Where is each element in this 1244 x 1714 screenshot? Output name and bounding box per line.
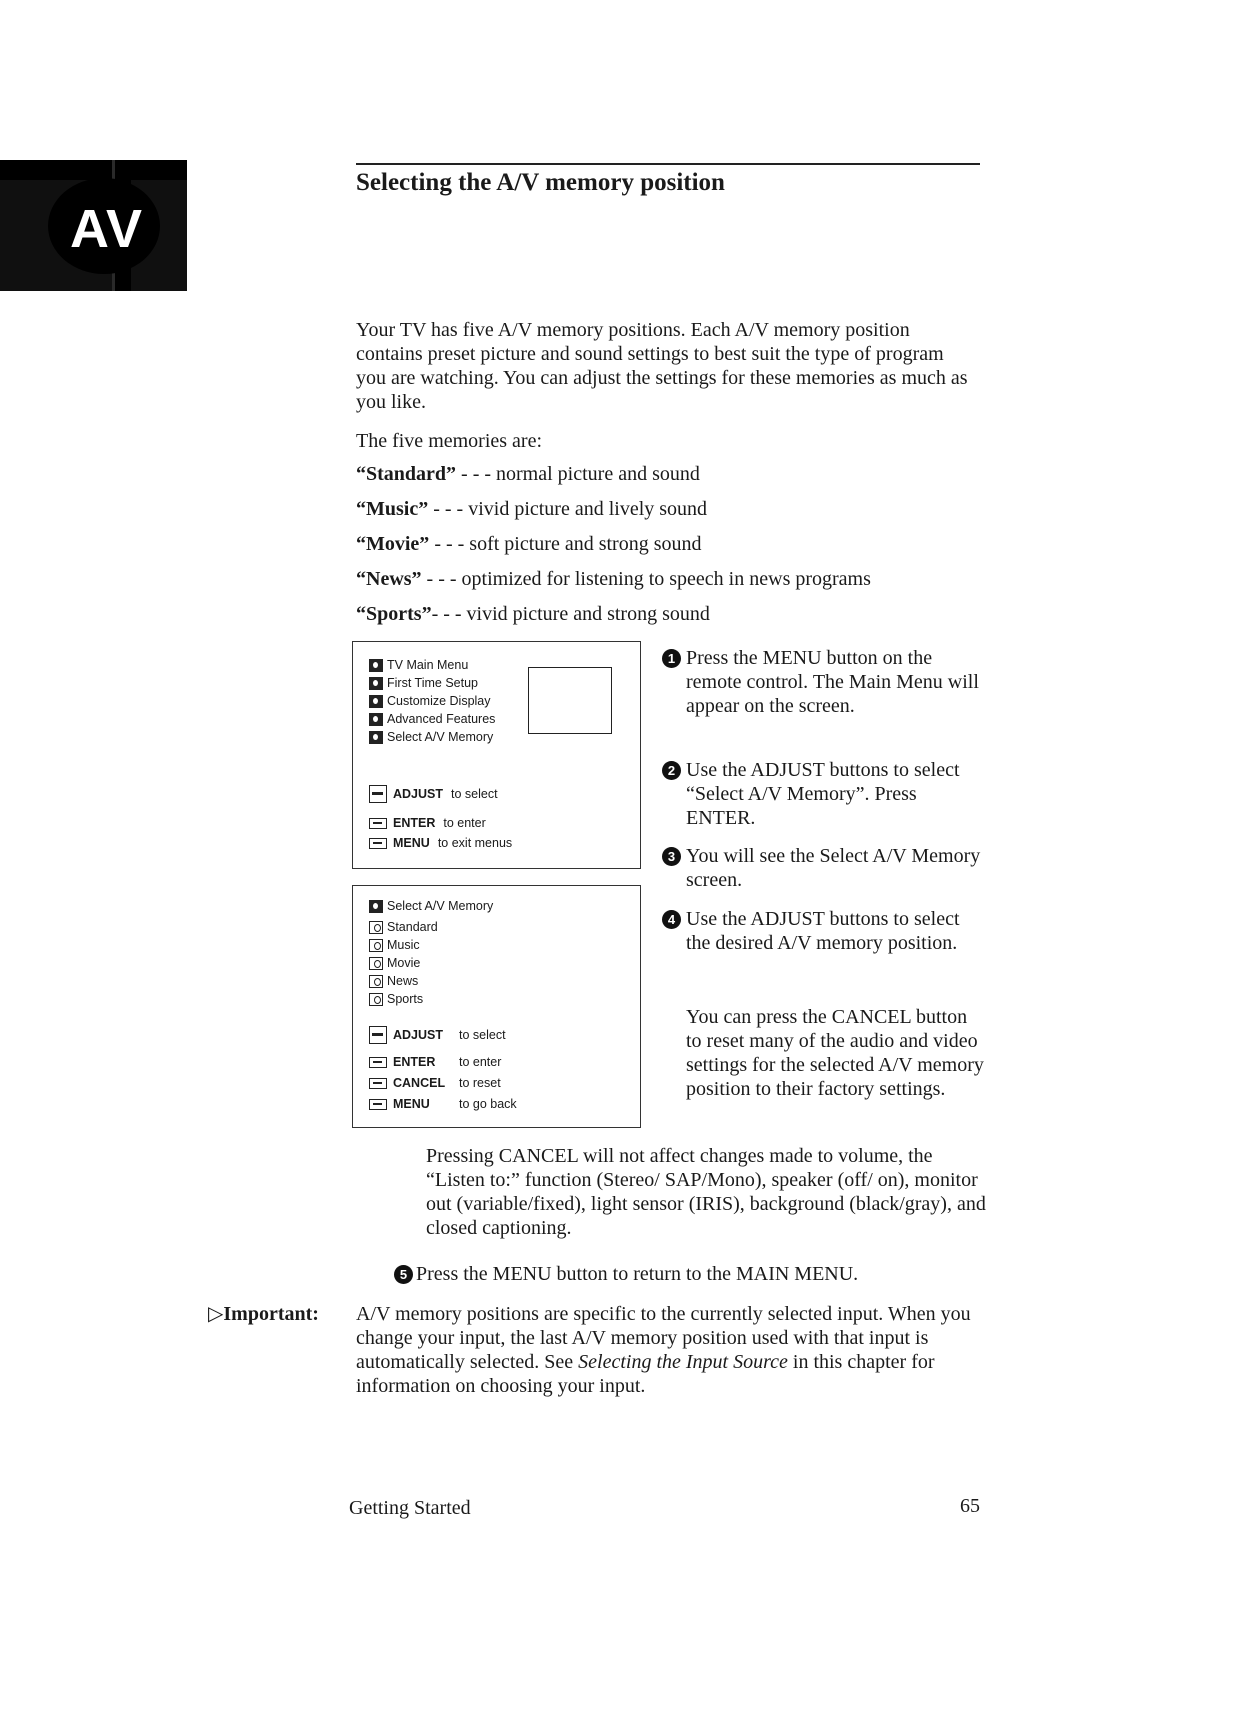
- step-text: You will see the Select A/V Memory screen.: [686, 845, 981, 891]
- advanced-icon: [369, 713, 383, 726]
- enter-key-icon: [369, 1057, 387, 1068]
- memory-option-news: News: [369, 973, 418, 990]
- step-5: [399, 1262, 976, 1286]
- menu-item-first-time-setup: First Time Setup: [369, 675, 478, 692]
- memory-option-movie: Movie: [369, 955, 420, 972]
- menu-item-customize-display: Customize Display: [369, 693, 491, 710]
- memory-desc: - - - soft picture and strong sound: [429, 533, 702, 555]
- menu-item-select-av-memory-title: Select A/V Memory: [369, 898, 493, 915]
- menu-key-icon: [369, 1099, 387, 1110]
- page-number: 65: [960, 1495, 980, 1517]
- page-title: Selecting the A/V memory position: [356, 169, 725, 196]
- title-rule: [356, 163, 980, 165]
- main-menu-screen: [352, 641, 641, 869]
- step-text: Press the MENU button on the remote control. The Main Menu will appear on the screen.: [686, 647, 979, 717]
- memory-name: “Standard”: [356, 463, 457, 485]
- av-memory-screen: [352, 885, 641, 1128]
- memory-line-standard: [356, 462, 700, 486]
- control-adjust: ADJUST to select: [369, 785, 498, 803]
- setup-icon: [369, 677, 383, 690]
- menu-key-icon: [369, 838, 387, 849]
- step-number: 3: [662, 847, 681, 866]
- chapter-tab: [0, 160, 187, 291]
- menu-item-select-av-memory: Select A/V Memory: [369, 729, 493, 746]
- step-number: 1: [662, 649, 681, 668]
- memories-intro: The five memories are:: [356, 430, 543, 452]
- cancel-key-icon: [369, 1078, 387, 1089]
- memory-name: “Sports”: [356, 603, 432, 625]
- memory-option-music: Music: [369, 937, 420, 954]
- preview-window: [528, 667, 612, 734]
- step-text: Press the MENU button to return to the MAIN MENU.: [416, 1263, 859, 1285]
- step-text: Use the ADJUST buttons to select “Select A/V Memory”. Press ENTER.: [686, 759, 960, 829]
- important-text: A/V memory positions are specific to the currently selected input. When you change your input, the last A/V memory position used with that input is automatically selected. See Selecting the Input Source in this chapter for information on choosing your input.: [356, 1303, 971, 1397]
- memory-desc: - - - vivid picture and lively sound: [428, 498, 708, 520]
- intro-paragraph: Your TV has five A/V memory positions. Each A/V memory position contains preset picture and sound settings to best suit the type of program you are watching. You can adjust the settings for these memories as much as you like.: [356, 319, 968, 413]
- memory-name: “Movie”: [356, 533, 430, 555]
- option-icon: [369, 957, 383, 970]
- footer-section: Getting Started: [349, 1497, 471, 1519]
- control-cancel: CANCEL to reset: [369, 1075, 501, 1091]
- memory-line-news: [356, 567, 871, 591]
- memory-desc: - - - optimized for listening to speech in news programs: [421, 568, 871, 590]
- display-icon: [369, 695, 383, 708]
- cancel-note: You can press the CANCEL button to reset many of the audio and video settings for the selected A/V memory position to their factory settings.: [686, 1006, 984, 1100]
- memory-desc: - - - vivid picture and strong sound: [431, 603, 710, 625]
- step-4: [667, 907, 986, 955]
- menu-item-advanced-features: Advanced Features: [369, 711, 495, 728]
- tab-bar: [0, 160, 187, 180]
- option-icon: [369, 993, 383, 1006]
- adjust-key-icon: [369, 1026, 387, 1044]
- control-enter: ENTER to enter: [369, 815, 486, 831]
- av-memory-icon: [369, 731, 383, 744]
- pressing-cancel-note: Pressing CANCEL will not affect changes made to volume, the “Listen to:” function (Stereo/ SAP/Mono), speaker (off/ on), monitor out (variable/fixed), light sensor (IRIS), background (black/gray), and closed captioning.: [426, 1145, 986, 1239]
- memory-option-sports: Sports: [369, 991, 423, 1008]
- option-icon: [369, 921, 383, 934]
- control-adjust: ADJUST to select: [369, 1026, 506, 1044]
- step-text: Use the ADJUST buttons to select the desired A/V memory position.: [686, 908, 960, 954]
- tv-menu-icon: [369, 659, 383, 672]
- av-memory-icon: [369, 900, 383, 913]
- enter-key-icon: [369, 818, 387, 829]
- cross-reference: Selecting the Input Source: [578, 1351, 788, 1373]
- memory-line-sports: [356, 602, 710, 626]
- menu-item-tv-main-menu: TV Main Menu: [369, 657, 468, 674]
- control-menu: MENU to go back: [369, 1096, 517, 1112]
- memory-name: “News”: [356, 568, 422, 590]
- step-number: 5: [394, 1265, 413, 1284]
- adjust-key-icon: [369, 785, 387, 803]
- memory-desc: - - - normal picture and sound: [456, 463, 700, 485]
- option-icon: [369, 975, 383, 988]
- control-enter: ENTER to enter: [369, 1054, 501, 1070]
- memory-name: “Music”: [356, 498, 429, 520]
- important-label: ▷Important:: [208, 1303, 319, 1325]
- step-1: [667, 646, 986, 718]
- memory-line-music: [356, 497, 707, 521]
- option-icon: [369, 939, 383, 952]
- step-2: [667, 758, 986, 830]
- tab-label: AV: [70, 199, 144, 259]
- memory-option-standard: Standard: [369, 919, 438, 936]
- step-3: [667, 844, 986, 892]
- control-menu: MENU to exit menus: [369, 835, 512, 851]
- step-number: 2: [662, 761, 681, 780]
- memory-line-movie: [356, 532, 701, 556]
- step-number: 4: [662, 910, 681, 929]
